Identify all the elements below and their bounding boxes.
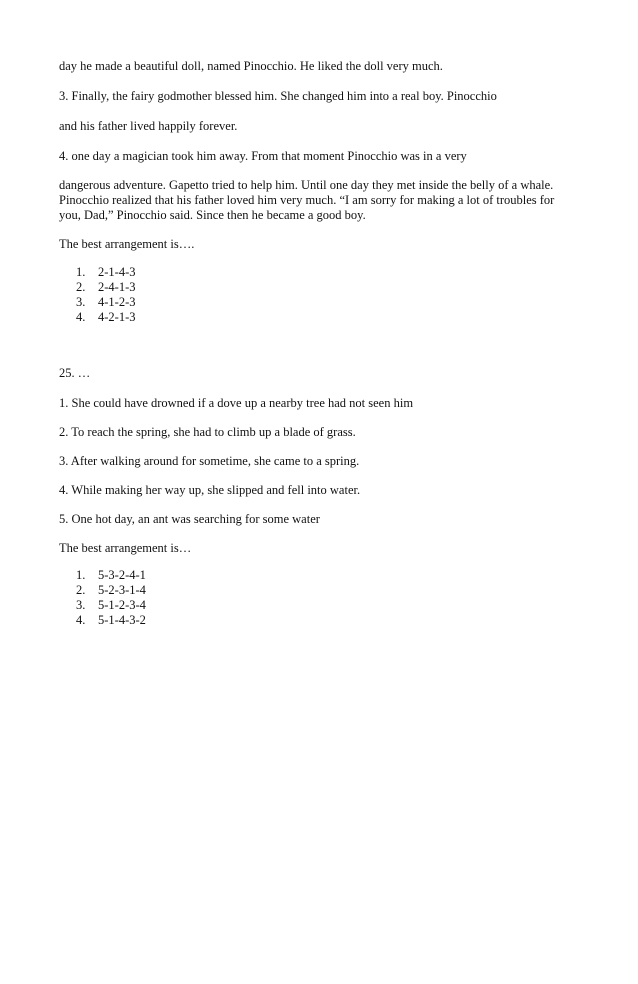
paragraph-line: Pinocchio realized that his father loved him very much. “I am sorry for making a lot of troubles for	[59, 193, 555, 207]
answer-option	[76, 583, 146, 598]
option-text: 2-4-1-3	[98, 280, 136, 294]
question-prompt: The best arrangement is…	[59, 541, 192, 555]
option-number: 1.	[76, 568, 86, 582]
option-text: 4-1-2-3	[98, 295, 136, 309]
option-text: 5-3-2-4-1	[98, 568, 146, 582]
answer-option	[76, 568, 146, 583]
story-sentence-3: 3. Finally, the fairy godmother blessed him. She changed him into a real boy. Pinocchio	[59, 89, 497, 103]
answer-option	[76, 310, 136, 325]
answer-option	[76, 295, 136, 310]
option-text: 5-1-4-3-2	[98, 613, 146, 627]
question-prompt: The best arrangement is….	[59, 237, 195, 251]
sentence-3: 3. After walking around for sometime, she came to a spring.	[59, 454, 360, 468]
option-number: 2.	[76, 583, 86, 597]
answer-options-list	[76, 568, 146, 628]
sentence-2: 2. To reach the spring, she had to climb up a blade of grass.	[59, 425, 356, 439]
option-number: 4.	[76, 613, 86, 627]
option-text: 4-2-1-3	[98, 310, 136, 324]
option-number: 2.	[76, 280, 86, 294]
paragraph-line: you, Dad,” Pinocchio said. Since then he became a good boy.	[59, 208, 366, 222]
answer-option	[76, 280, 136, 295]
question-heading: 25. …	[59, 366, 91, 380]
answer-option	[76, 613, 146, 628]
option-text: 2-1-4-3	[98, 265, 136, 279]
paragraph-line: dangerous adventure. Gapetto tried to help him. Until one day they met inside the belly of a whale.	[59, 178, 554, 192]
option-number: 3.	[76, 295, 86, 309]
sentence-1: 1. She could have drowned if a dove up a nearby tree had not seen him	[59, 396, 414, 410]
answer-option	[76, 265, 136, 280]
sentence-4: 4. While making her way up, she slipped and fell into water.	[59, 483, 361, 497]
option-text: 5-2-3-1-4	[98, 583, 146, 597]
option-number: 4.	[76, 310, 86, 324]
option-number: 3.	[76, 598, 86, 612]
answer-options-list	[76, 265, 136, 325]
option-text: 5-1-2-3-4	[98, 598, 146, 612]
story-line: and his father lived happily forever.	[59, 119, 238, 133]
story-line: day he made a beautiful doll, named Pinocchio. He liked the doll very much.	[59, 59, 443, 73]
sentence-5: 5. One hot day, an ant was searching for some water	[59, 512, 320, 526]
option-number: 1.	[76, 265, 86, 279]
answer-option	[76, 598, 146, 613]
story-sentence-4: 4. one day a magician took him away. From that moment Pinocchio was in a very	[59, 149, 467, 163]
story-paragraph	[59, 178, 569, 223]
